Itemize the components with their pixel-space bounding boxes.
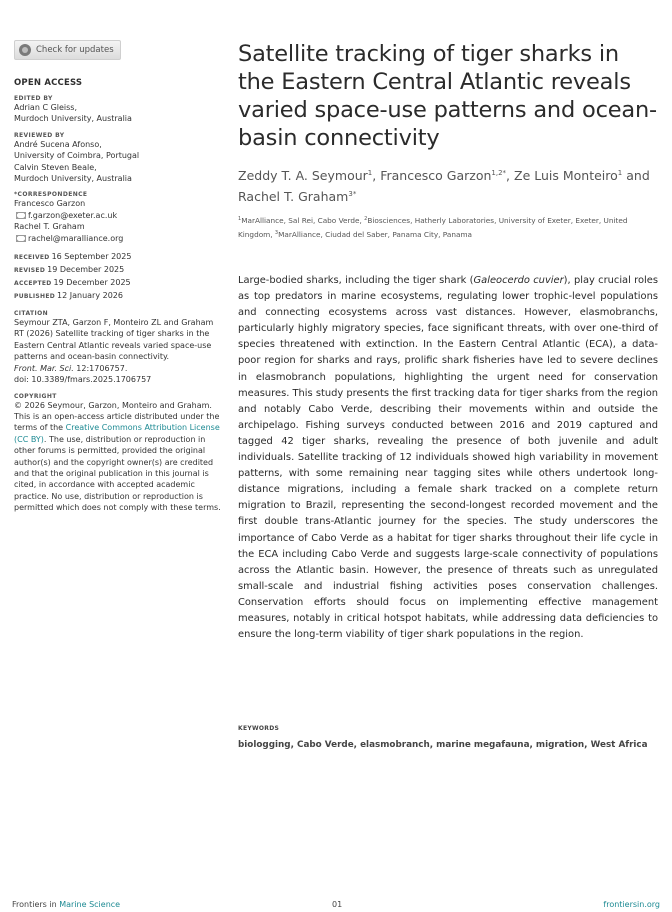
email-link[interactable]: rachel@maralliance.org [28,233,124,243]
reviewer-name: André Sucena Afonso, [14,139,102,149]
article-sidebar [14,40,224,514]
citation-text: Seymour ZTA, Garzon F, Monteiro ZL and Graham RT (2026) Satellite tracking of tiger sharks in the Eastern Central Atlantic reveals varied space-use patterns and ocean-basin connectivity. [14,318,214,362]
date-published: PUBLISHED 12 January 2026 [14,291,123,301]
reviewed-by-label: REVIEWED BY [14,131,65,139]
keywords-label: KEYWORDS [238,725,280,732]
license-link[interactable]: Creative Commons Attribution License (CC BY) [14,423,220,444]
date-revised: REVISED 19 December 2025 [14,265,125,275]
journal-link[interactable]: Marine Science [59,900,121,909]
author-name[interactable]: Ze Luis Monteiro [514,168,618,183]
author-list: Zeddy T. A. Seymour$^1$, Francesco Garzon$^{1,2*}$, Ze Luis Monteiro$^1$ and Rachel T. Graham$^{3*}$ [238,168,650,204]
check-for-updates-button[interactable] [14,40,121,60]
reviewer-affiliation: Murdoch University, Australia [14,174,132,184]
mail-icon [16,212,26,219]
reviewer-name: Calvin Steven Beale, [14,162,97,172]
site-link[interactable]: frontiersin.org [603,900,660,909]
footer-journal: Frontiers in Marine Science [12,900,121,909]
page-number: 01 [332,900,343,909]
species-name: Galeocerdo cuvier [473,275,564,286]
reviewer-affiliation: University of Coimbra, Portugal [14,151,140,161]
article-title: Satellite tracking of tiger sharks in the Eastern Central Atlantic reveals varied space-use patterns and ocean-basin connectivity [238,41,657,151]
correspondent-email[interactable] [14,233,224,244]
citation-label: CITATION [14,310,49,318]
copyright-text: © 2026 Seymour, Garzon, Monteiro and Graham. This is an open-access article distributed under the terms of the Creative Commons Attribution License (CC BY). The use, distribution or reproduction in other forums is permitted, provided the original author(s) and the copyright owner(s) are credited and that the original publication in this journal is cited, in accordance with accepted academic practice. No use, distribution or reproduction is permitted which does not comply with these terms. [14,400,221,513]
editor-name: Adrian C Gleiss, [14,103,78,112]
check-for-updates-label: Check for updates [36,45,114,55]
publication-dates [14,251,224,303]
open-access-label: OPEN ACCESS [14,78,83,88]
author-name[interactable]: Zeddy T. A. Seymour [238,168,368,183]
mail-icon [16,235,26,242]
citation-doi[interactable]: doi: 10.3389/fmars.2025.1706757 [14,375,152,385]
keywords: biologging, Cabo Verde, elasmobranch, marine megafauna, migration, West Africa [238,740,648,750]
date-received: RECEIVED 16 September 2025 [14,252,132,262]
article-main [238,40,658,750]
author-name[interactable]: Francesco Garzon [380,168,492,183]
citation-journal: Front. Mar. Sci. 12:1706757. [14,363,128,373]
editor-affiliation: Murdoch University, Australia [14,114,132,124]
copyright-label: COPYRIGHT [14,392,57,400]
date-accepted: ACCEPTED 19 December 2025 [14,278,131,288]
abstract: Large-bodied sharks, including the tiger shark (Galeocerdo cuvier), play crucial roles as top predators in marine ecosystems, regulating lower trophic-level populations and connecting ecosystems across vast distances. However, elasmobranchs, particularly highly migratory species, face significant threats, with over one-third of species threatened with extinction. In the Eastern Central Atlantic (ECA), a data-poor region for sharks and rays, prolific shark fisheries have led to severe declines in elasmobranch populations, highlighting the urgent need for conservation measures. This study presents the first tracking data for tiger sharks from the region and notably Cabo Verde, describing their movements within and outside the archipelago. Fishing surveys conducted between 2016 and 2019 captured and tagged 42 tiger sharks, revealing the presence of both juvenile and adult individuals. Satellite tracking of 12 individuals showed high variability in movement patterns, with some remaining near tagging sites while others undertook long-distance migrations, including a female shark tracked on a complete return migration to Brazil, representing the second-longest recorded movement and the first double trans-Atlantic journey for the species. The study underscores the importance of Cabo Verde as a habitat for tiger sharks throughout their life cycle in the ECA including Cabo Verde and suggests large-scale connectivity of populations across the Atlantic basin. However, the presence of threats such as unregulated small-scale and industrial fishing activities poses conservation challenges. Conservation efforts should focus on implementing effective management measures, notably in critical hotspot habitats, while addressing data deficiencies to ensure the long-term viability of tiger shark populations in the region. [238,275,658,641]
correspondent-name: Rachel T. Graham [14,222,85,232]
correspondence-label: *CORRESPONDENCE [14,191,88,199]
email-link[interactable]: f.garzon@exeter.ac.uk [28,210,118,220]
edited-by-label: EDITED BY [14,95,53,102]
crossmark-icon [19,44,31,56]
affiliations: $^1$MarAlliance, Sal Rei, Cabo Verde, $^2$Biosciences, Hatherly Laboratories, University of Exeter, Exeter, United Kingdom, $^3$MarAlliance, Ciudad del Saber, Panama City, Panama [238,216,628,239]
correspondent-email[interactable] [14,210,224,221]
author-name[interactable]: Rachel T. Graham [238,189,349,204]
correspondent-name: Francesco Garzon [14,199,86,209]
